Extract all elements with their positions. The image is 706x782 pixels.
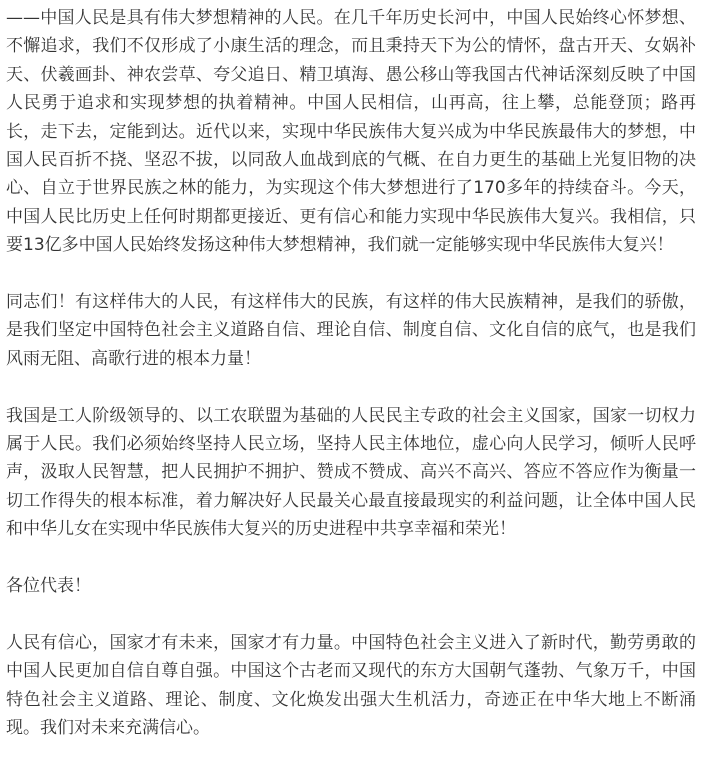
article-body bbox=[6, 4, 696, 743]
paragraph-spacer bbox=[6, 544, 696, 572]
paragraph-comrades: 同志们！有这样伟大的人民，有这样伟大的民族，有这样的伟大民族精神，是我们的骄傲，是我们坚定中国特色社会主义道路自信、理论自信、制度自信、文化自信的底气，也是我们风雨无阻、高歌行进的根本力量！ bbox=[6, 292, 696, 369]
paragraph-spacer bbox=[6, 260, 696, 288]
paragraph-dream-spirit: ——中国人民是具有伟大梦想精神的人民。在几千年历史长河中，中国人民始终心怀梦想、不懈追求，我们不仅形成了小康生活的理念，而且秉持天下为公的情怀，盘古开天、女娲补天、伏羲画卦、神农尝草、夸父追日、精卫填海、愚公移山等我国古代神话深刻反映了中国人民勇于追求和实现梦想的执着精神。中国人民相信，山再高，往上攀，总能登顶；路再长，走下去，定能到达。近代以来，实现中华民族伟大复兴成为中华民族最伟大的梦想，中国人民百折不挠、坚忍不拔，以同敌人血战到底的气概、在自力更生的基础上光复旧物的决心、自立于世界民族之林的能力，为实现这个伟大梦想进行了170多年的持续奋斗。今天，中国人民比历史上任何时期都更接近、更有信心和能力实现中华民族伟大复兴。我相信，只要13亿多中国人民始终发扬这种伟大梦想精神，我们就一定能够实现中华民族伟大复兴！ bbox=[6, 8, 696, 256]
paragraph-people-state: 我国是工人阶级领导的、以工农联盟为基础的人民民主专政的社会主义国家，国家一切权力属于人民。我们必须始终坚持人民立场，坚持人民主体地位，虚心向人民学习，倾听人民呼声，汲取人民智慧，把人民拥护不拥护、赞成不赞成、高兴不高兴、答应不答应作为衡量一切工作得失的根本标准，着力解决好人民最关心最直接最现实的利益问题，让全体中国人民和中华儿女在实现中华民族伟大复兴的历史进程中共享幸福和荣光！ bbox=[6, 405, 696, 540]
paragraph-confidence: 人民有信心，国家才有未来，国家才有力量。中国特色社会主义进入了新时代，勤劳勇敢的中国人民更加自信自尊自强。中国这个古老而又现代的东方大国朝气蓬勃、气象万千，中国特色社会主义道路、理论、制度、文化焕发出强大生机活力，奇迹正在中华大地上不断涌现。我们对未来充满信心。 bbox=[6, 632, 696, 739]
paragraph-spacer bbox=[6, 600, 696, 628]
paragraph-delegates: 各位代表！ bbox=[6, 576, 91, 597]
paragraph-spacer bbox=[6, 373, 696, 401]
